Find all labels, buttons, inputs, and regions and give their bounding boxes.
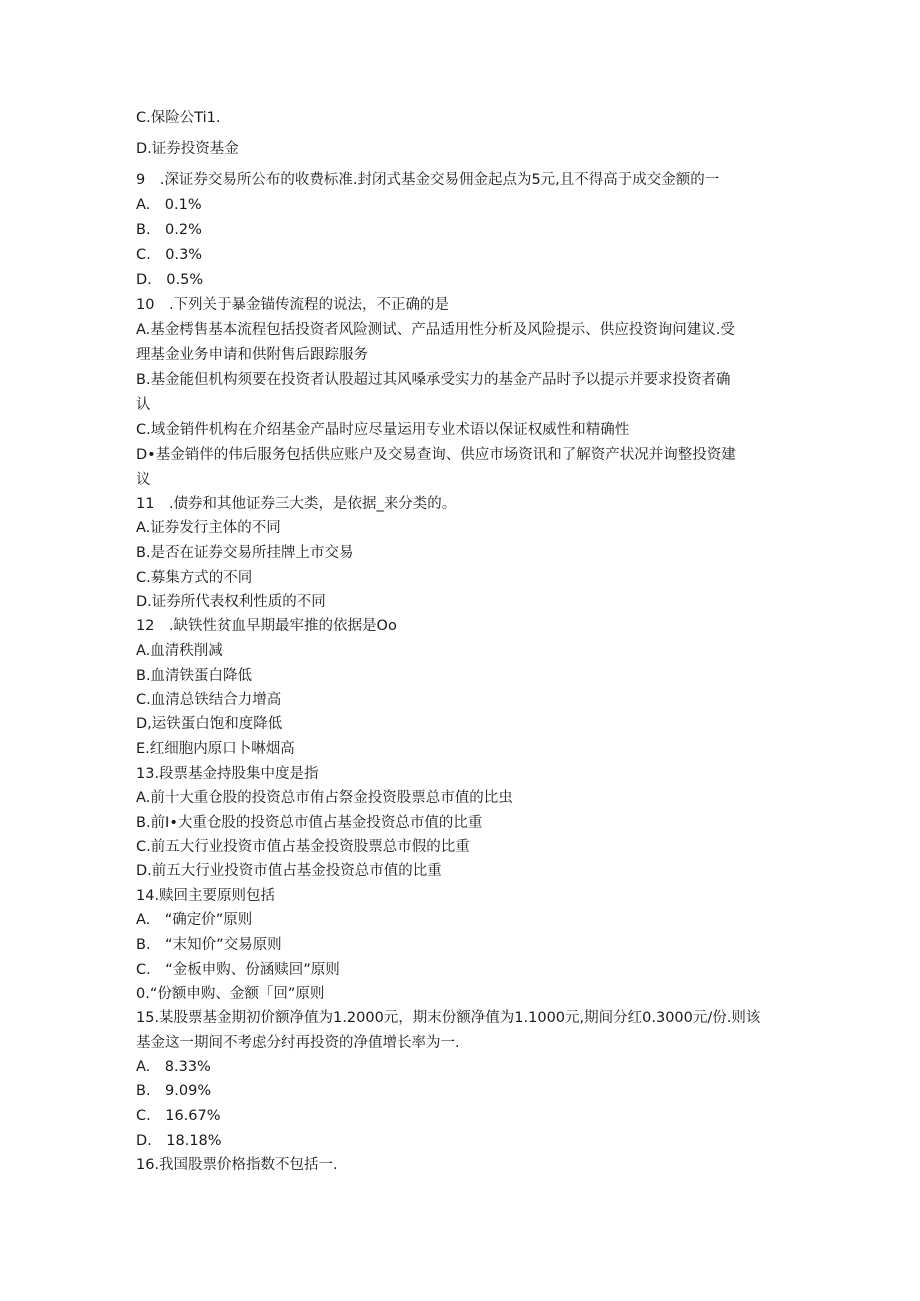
option-a-q15: A. 8.33%	[136, 1059, 211, 1075]
option-d-q8: D.证券投资基金	[136, 141, 239, 157]
option-b-q11: B.是否在证券交易所挂牌上市交易	[136, 545, 354, 561]
option-b-q9: B. 0.2%	[136, 222, 202, 238]
option-a-q10-line2: 理基金业务申请和供附售后跟踪服务	[136, 347, 368, 363]
option-d-q15: D. 18.18%	[136, 1133, 222, 1149]
option-c-q11: C.募集方式的不同	[136, 570, 253, 586]
question-15-line2: 基金这一期间不考虑分纣再投资的净值增长率为一.	[136, 1035, 460, 1051]
option-d-q12: D,运铁蛋白饱和度降低	[136, 716, 283, 732]
option-a-q9: A. 0.1%	[136, 197, 202, 213]
option-b-q13: B.前I•大重仓股的投资总市值占基金投资总市值的比重	[136, 815, 483, 831]
option-b-q12: B.血清铁蛋白降低	[136, 668, 253, 684]
option-b-q15: B. 9.09%	[136, 1083, 212, 1099]
question-13: 13.段票基金持股集中度是指	[136, 766, 319, 782]
option-d-q13: D.前五大行业投资市值占基金投资总市值的比重	[136, 863, 442, 879]
option-c-q12: C.血清总铁结合力增高	[136, 692, 282, 708]
option-e-q12: E.红细胞内原口卜啉烟高	[136, 741, 295, 757]
option-c-q8: C.保险公Ti1.	[136, 110, 221, 126]
option-a-q13: A.前十大重仓股的投资总市侑占祭金投资股票总市值的比虫	[136, 790, 513, 806]
option-b-q14: B. “末知价”交易原则	[136, 937, 282, 953]
question-11: 11 .债券和其他证券三大类，是依据_来分类的。	[136, 496, 457, 512]
question-16: 16.我国股票价格指数不包括一.	[136, 1157, 338, 1173]
option-d-q14: 0.“份额申购、金额「回”原则	[136, 986, 325, 1002]
option-a-q12: A.血清秩削减	[136, 643, 223, 659]
option-b-q10-line1: B.基金能但机构须要在投资者认股超过其风嗓承受实力的基金产品时予以提示并要求投资者确	[136, 372, 731, 388]
option-b-q10-line2: 认	[136, 397, 151, 413]
question-12: 12 .缺铁性贫血早期最牢推的依据是Oo	[136, 618, 397, 634]
question-9: 9 .深证券交易所公布的收费标准.封闭式基金交易佣金起点为5元,且不得高于成交金额的一	[136, 172, 720, 188]
option-a-q10-line1: A.基金樗售基本流程包括投资者风险测试、产品适用性分析及风险提示、供应投资询问建议.受	[136, 322, 735, 338]
question-10: 10 .下列关于暴金锚传流程的说法，不正确的是	[136, 297, 450, 313]
option-c-q9: C. 0.3%	[136, 247, 203, 263]
option-c-q10: C.域金销件机构在介绍基金产晶时应尽量运用专业术语以保证权威性和精确性	[136, 422, 630, 438]
option-d-q10-line1: D•基金销伴的伟后服务包括供应账户及交易查询、供应市场资讯和了解资产状况并询整投资建	[136, 447, 736, 463]
question-14: 14.赎回主要原则包括	[136, 888, 276, 904]
option-c-q14: C. “金板申购、份涵赎回”原则	[136, 962, 340, 978]
option-c-q13: C.前五大行业投资市值占基金投资股票总市假的比重	[136, 839, 470, 855]
option-d-q10-line2: 议	[136, 472, 151, 488]
question-15-line1: 15.某股票基金期初价额净值为1.2000元，期末份额净值为1.1000元,期间分红0.3000元/份.则该	[136, 1010, 761, 1026]
option-a-q14: A. “确定价”原则	[136, 912, 253, 928]
option-a-q11: A.证券发行主体的不同	[136, 520, 281, 536]
option-c-q15: C. 16.67%	[136, 1108, 221, 1124]
option-d-q11: D.证券所代表权利性质的不同	[136, 594, 326, 610]
option-d-q9: D. 0.5%	[136, 272, 204, 288]
